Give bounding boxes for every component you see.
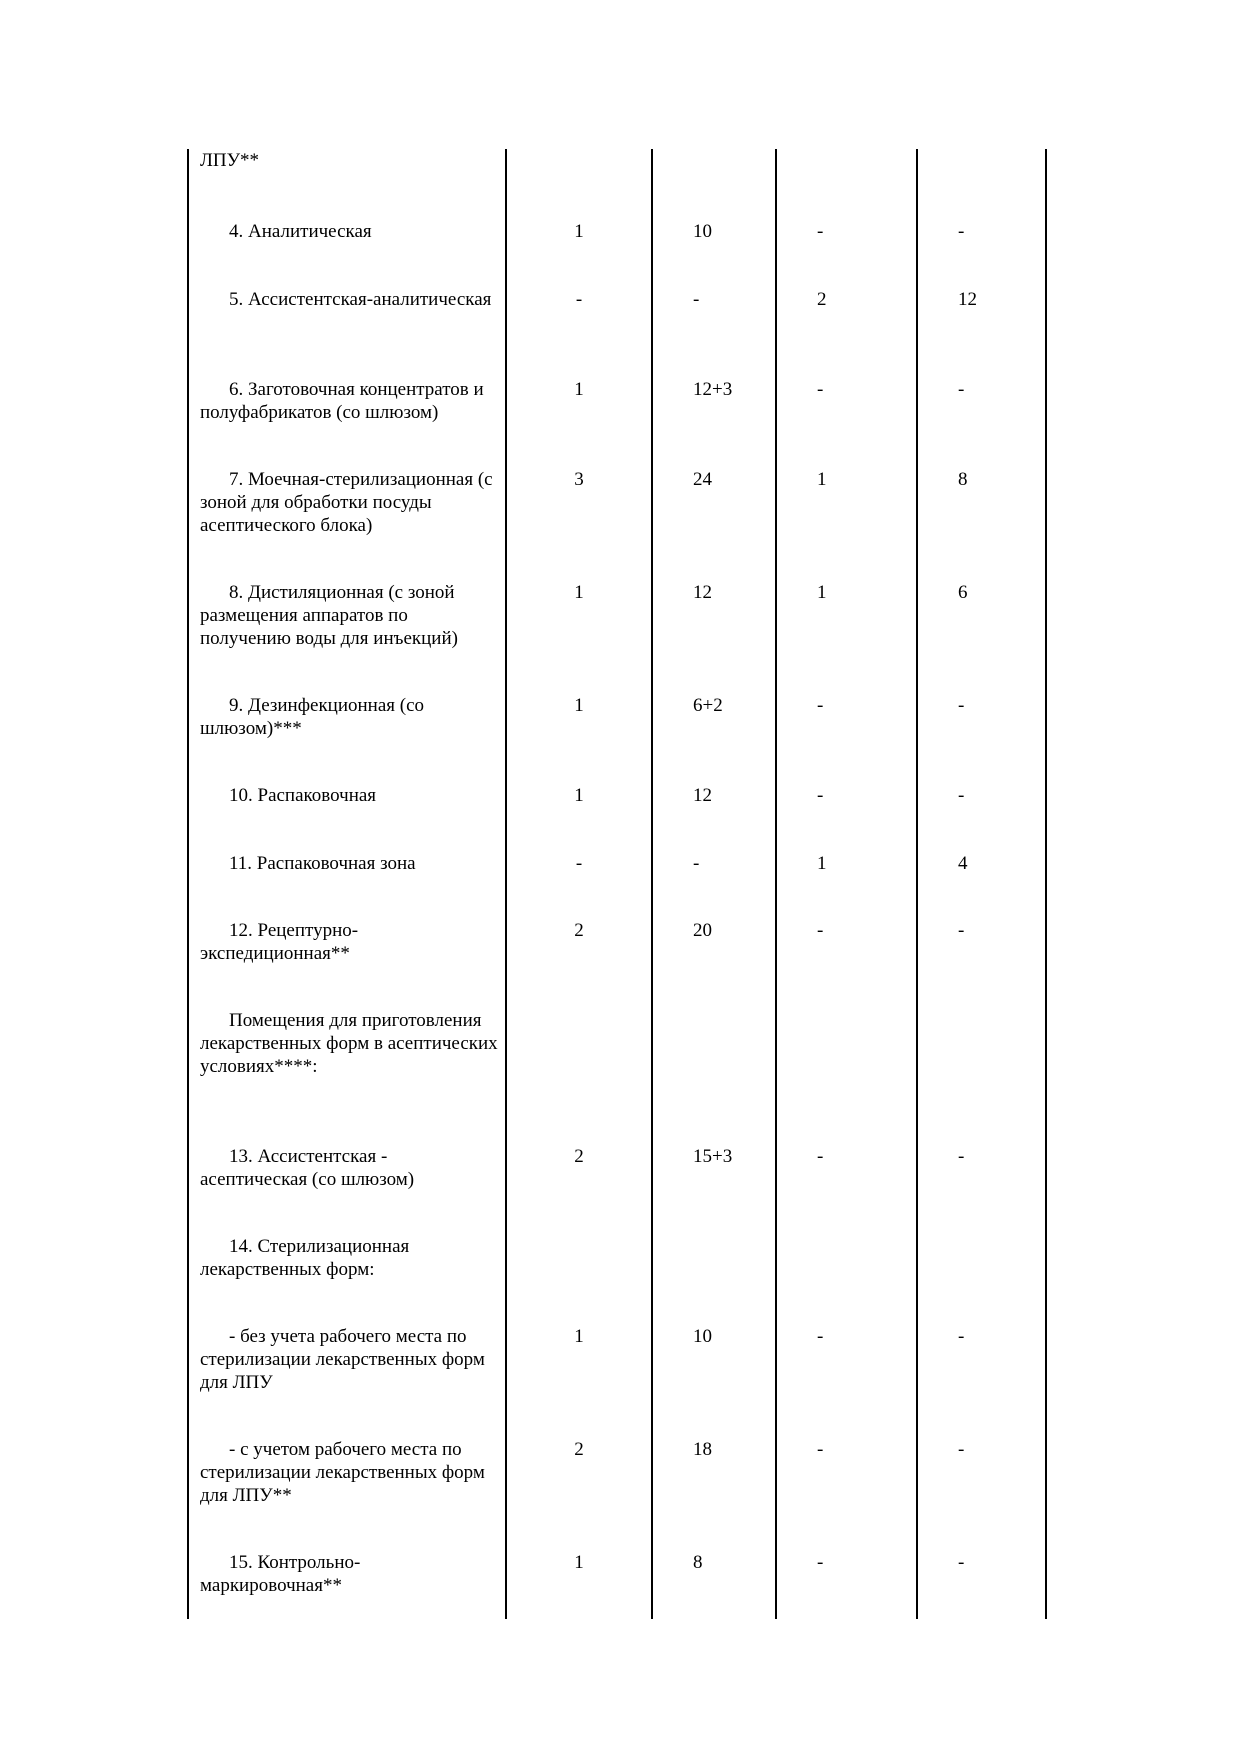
value-cell-col1: [506, 1145, 652, 1235]
continuation-cell: [188, 149, 506, 220]
room-name-cell: [188, 919, 506, 1009]
room-name: 10. Распаковочная: [229, 785, 377, 806]
room-name: 9. Дезинфекционная (со шлюзом)***: [200, 695, 425, 739]
value-cell-col1: [506, 1551, 652, 1619]
value-col4: -: [958, 221, 965, 242]
table-row: [188, 1235, 1046, 1325]
value-cell-col2: [652, 1325, 776, 1438]
value-col1: -: [575, 853, 583, 874]
value-col2: 8: [693, 1552, 703, 1573]
value-col1: -: [575, 289, 583, 310]
value-col2: 24: [693, 469, 712, 490]
value-cell-col3: [776, 784, 917, 852]
value-col3: -: [817, 785, 824, 806]
value-col4: -: [958, 1326, 965, 1347]
value-col1: 1: [574, 1326, 584, 1347]
value-cell-col3: [776, 468, 917, 581]
room-name-cell: [188, 468, 506, 581]
room-name-cell: [188, 1551, 506, 1619]
room-name-cell: [188, 378, 506, 468]
value-col3: 1: [817, 582, 827, 603]
value-cell-col1: [506, 852, 652, 919]
value-col2: 12+3: [693, 379, 733, 400]
room-name-cell: [188, 1145, 506, 1235]
cell-col4: [917, 149, 1046, 220]
value-col3: -: [817, 920, 824, 941]
value-cell-col4: [917, 378, 1046, 468]
room-name-cell: [188, 1325, 506, 1438]
value-col2: 18: [693, 1439, 712, 1460]
value-col3: -: [817, 1326, 824, 1347]
value-cell-col3: [776, 694, 917, 784]
cell-col3: [776, 149, 917, 220]
value-col2: -: [693, 289, 700, 310]
value-cell-col1: [506, 919, 652, 1009]
value-cell-col4: [917, 468, 1046, 581]
value-cell-col4: [917, 288, 1046, 378]
table-row: [188, 852, 1046, 919]
value-col4: 12: [958, 289, 977, 310]
value-col1: 2: [574, 920, 584, 941]
value-cell-col2: [652, 1235, 776, 1325]
table-row: [188, 694, 1046, 784]
value-col2: 15+3: [693, 1146, 733, 1167]
value-cell-col2: [652, 378, 776, 468]
room-name: 12. Рецептурно-экспедиционная**: [200, 920, 359, 964]
value-cell-col1: [506, 581, 652, 694]
value-col3: -: [817, 379, 824, 400]
value-col4: 8: [958, 469, 968, 490]
value-cell-col2: [652, 1438, 776, 1551]
value-col4: -: [958, 695, 965, 716]
table-row: [188, 1145, 1046, 1235]
value-cell-col3: [776, 1325, 917, 1438]
value-cell-col1: [506, 220, 652, 288]
value-cell-col4: [917, 1235, 1046, 1325]
value-col2: 10: [693, 1326, 712, 1347]
value-cell-col2: [652, 1009, 776, 1145]
value-col3: 2: [817, 289, 827, 310]
room-name: 13. Ассистентская - асептическая (со шлюзом): [200, 1146, 415, 1190]
value-cell-col3: [776, 581, 917, 694]
value-cell-col3: [776, 919, 917, 1009]
value-cell-col4: [917, 852, 1046, 919]
room-name-cell: [188, 220, 506, 288]
room-name-cell: [188, 581, 506, 694]
table-body: [188, 149, 1046, 1619]
value-col4: -: [958, 1552, 965, 1573]
value-cell-col3: [776, 220, 917, 288]
value-cell-col3: [776, 1145, 917, 1235]
value-col2: 12: [693, 785, 712, 806]
value-col4: -: [958, 920, 965, 941]
cell-col2: [652, 149, 776, 220]
value-cell-col1: [506, 1009, 652, 1145]
value-cell-col4: [917, 1551, 1046, 1619]
value-cell-col1: [506, 1325, 652, 1438]
room-name-cell: [188, 1009, 506, 1145]
value-cell-col3: [776, 378, 917, 468]
value-cell-col4: [917, 784, 1046, 852]
value-cell-col4: [917, 220, 1046, 288]
room-name: 14. Стерилизационная лекарственных форм:: [200, 1236, 410, 1280]
table-row: [188, 1438, 1046, 1551]
room-name: - с учетом рабочего места по стерилизации лекарственных форм для ЛПУ**: [200, 1439, 485, 1506]
value-cell-col3: [776, 1235, 917, 1325]
continuation-label: ЛПУ**: [200, 150, 260, 171]
value-cell-col2: [652, 581, 776, 694]
value-cell-col2: [652, 784, 776, 852]
room-name: 4. Аналитическая: [229, 221, 372, 242]
value-cell-col4: [917, 694, 1046, 784]
value-col4: -: [958, 785, 965, 806]
room-name-cell: [188, 784, 506, 852]
value-cell-col4: [917, 1145, 1046, 1235]
value-col1: 2: [574, 1439, 584, 1460]
value-cell-col4: [917, 1438, 1046, 1551]
value-col3: -: [817, 221, 824, 242]
room-name-cell: [188, 1235, 506, 1325]
value-col4: 6: [958, 582, 968, 603]
room-name: 8. Дистиляционная (с зоной размещения аппаратов по получению воды для инъекций): [200, 582, 458, 649]
value-col4: -: [958, 1146, 965, 1167]
value-cell-col2: [652, 694, 776, 784]
value-cell-col2: [652, 919, 776, 1009]
table-row: [188, 919, 1046, 1009]
room-name-cell: [188, 288, 506, 378]
table-row: [188, 220, 1046, 288]
value-col4: -: [958, 379, 965, 400]
rooms-table: [187, 149, 1047, 1619]
table-row: [188, 288, 1046, 378]
table-row-continuation: [188, 149, 1046, 220]
table-row: [188, 581, 1046, 694]
room-name: Помещения для приготовления лекарственных форм в асептических условиях****:: [200, 1010, 498, 1077]
room-name: 6. Заготовочная концентратов и полуфабрикатов (со шлюзом): [200, 379, 484, 423]
table-row: [188, 784, 1046, 852]
value-col3: -: [817, 1552, 824, 1573]
value-cell-col2: [652, 288, 776, 378]
value-cell-col3: [776, 288, 917, 378]
value-col1: 1: [574, 582, 584, 603]
value-col1: 1: [574, 379, 584, 400]
value-col2: 12: [693, 582, 712, 603]
table-row: [188, 1009, 1046, 1145]
table-row: [188, 468, 1046, 581]
value-col3: -: [817, 1146, 824, 1167]
room-name: 7. Моечная-стерилизационная (с зоной для обработки посуды асептического блока): [200, 469, 493, 536]
value-cell-col2: [652, 1551, 776, 1619]
room-name: 11. Распаковочная зона: [229, 853, 416, 874]
value-col1: 2: [574, 1146, 584, 1167]
value-col4: -: [958, 1439, 965, 1460]
value-cell-col3: [776, 1551, 917, 1619]
room-name-cell: [188, 1438, 506, 1551]
cell-col1: [506, 149, 652, 220]
value-col1: 1: [574, 785, 584, 806]
room-name-cell: [188, 852, 506, 919]
value-cell-col4: [917, 919, 1046, 1009]
room-name-cell: [188, 694, 506, 784]
value-cell-col1: [506, 288, 652, 378]
value-col4: 4: [958, 853, 968, 874]
value-cell-col1: [506, 1438, 652, 1551]
value-col1: 1: [574, 695, 584, 716]
value-cell-col1: [506, 784, 652, 852]
value-cell-col2: [652, 1145, 776, 1235]
table-row: [188, 378, 1046, 468]
value-col2: 20: [693, 920, 712, 941]
room-name: - без учета рабочего места по стерилизации лекарственных форм для ЛПУ: [200, 1326, 485, 1393]
value-cell-col3: [776, 1009, 917, 1145]
table-row: [188, 1325, 1046, 1438]
value-cell-col1: [506, 1235, 652, 1325]
value-col1: 1: [574, 1552, 584, 1573]
value-col3: 1: [817, 853, 827, 874]
value-col2: 6+2: [693, 695, 723, 716]
value-col3: -: [817, 1439, 824, 1460]
value-col1: 1: [574, 221, 584, 242]
table-row: [188, 1551, 1046, 1619]
value-col3: -: [817, 695, 824, 716]
value-cell-col4: [917, 581, 1046, 694]
value-cell-col2: [652, 220, 776, 288]
value-cell-col1: [506, 694, 652, 784]
value-cell-col1: [506, 378, 652, 468]
value-col1: 3: [574, 469, 584, 490]
room-name: 15. Контрольно-маркировочная**: [200, 1552, 361, 1596]
value-col2: -: [693, 853, 700, 874]
value-cell-col2: [652, 468, 776, 581]
value-cell-col3: [776, 1438, 917, 1551]
value-cell-col1: [506, 468, 652, 581]
value-cell-col4: [917, 1325, 1046, 1438]
value-cell-col3: [776, 852, 917, 919]
value-cell-col4: [917, 1009, 1046, 1145]
value-col3: 1: [817, 469, 827, 490]
value-col2: 10: [693, 221, 712, 242]
value-cell-col2: [652, 852, 776, 919]
room-name: 5. Ассистентская-аналитическая: [229, 289, 492, 310]
